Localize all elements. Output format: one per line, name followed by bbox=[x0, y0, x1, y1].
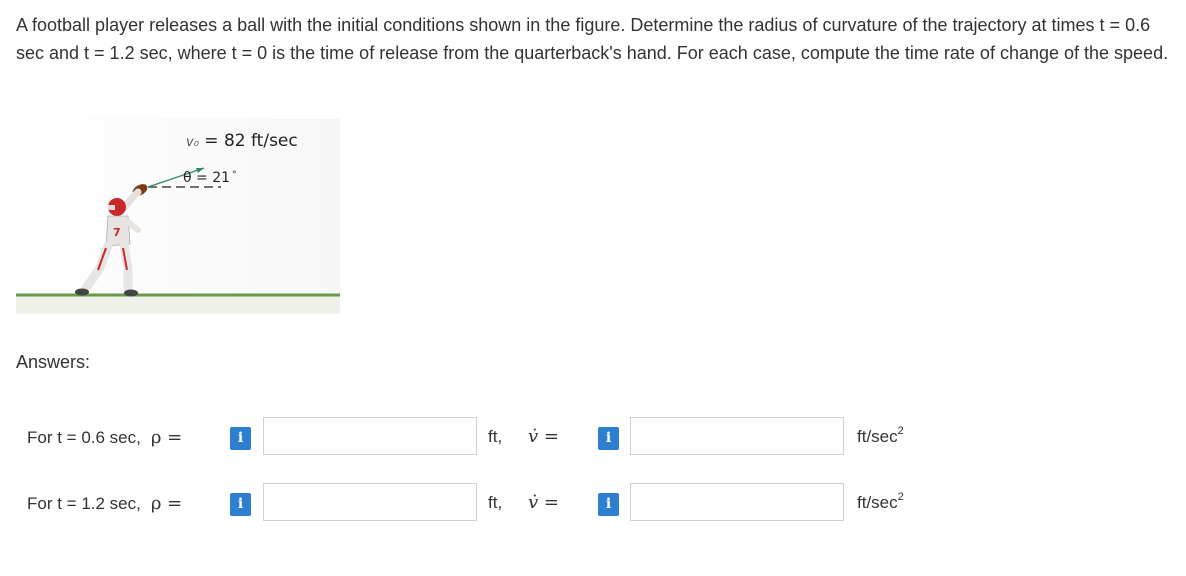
rho-input-t12[interactable] bbox=[263, 483, 477, 521]
problem-statement: A football player releases a ball with the initial conditions shown in the figure. Determine the radius of curvature of the trajectory at times t = 0.6 sec and t = 1.2 sec, where t = 0 is the time of release from the quarterback's hand. For each case, compute the time rate of change of the speed. bbox=[16, 15, 1169, 63]
rho-unit: ft, bbox=[488, 427, 503, 446]
vdot-input-t06[interactable] bbox=[630, 417, 844, 455]
info-icon[interactable]: i bbox=[230, 493, 251, 516]
answers-heading: Answers: bbox=[16, 352, 91, 372]
answer-row-t12 bbox=[0, 483, 1186, 525]
vdot-input-t12[interactable] bbox=[630, 483, 844, 521]
vdot-unit: $ft/\sec^2$ bbox=[857, 491, 904, 512]
vdot-symbol: v̇ = bbox=[528, 492, 559, 513]
football-figure bbox=[16, 118, 340, 314]
initial-velocity-label: v₀ = 82 ft/sec bbox=[186, 131, 298, 151]
vdot-unit: $ft/\sec^2$ bbox=[857, 425, 904, 446]
svg-text:7: 7 bbox=[113, 226, 121, 239]
info-icon[interactable]: i bbox=[230, 427, 251, 450]
row-label: For t = 0.6 sec, ρ = bbox=[27, 427, 183, 448]
row-label: For t = 1.2 sec, ρ = bbox=[27, 493, 183, 514]
vdot-symbol: v̇ = bbox=[528, 426, 559, 447]
info-icon[interactable]: i bbox=[598, 493, 619, 516]
rho-input-t06[interactable] bbox=[263, 417, 477, 455]
launch-angle-label: θ = 21 ° bbox=[183, 170, 237, 186]
rho-unit: ft, bbox=[488, 493, 503, 512]
info-icon[interactable]: i bbox=[598, 427, 619, 450]
answer-row-t06 bbox=[0, 417, 1186, 459]
